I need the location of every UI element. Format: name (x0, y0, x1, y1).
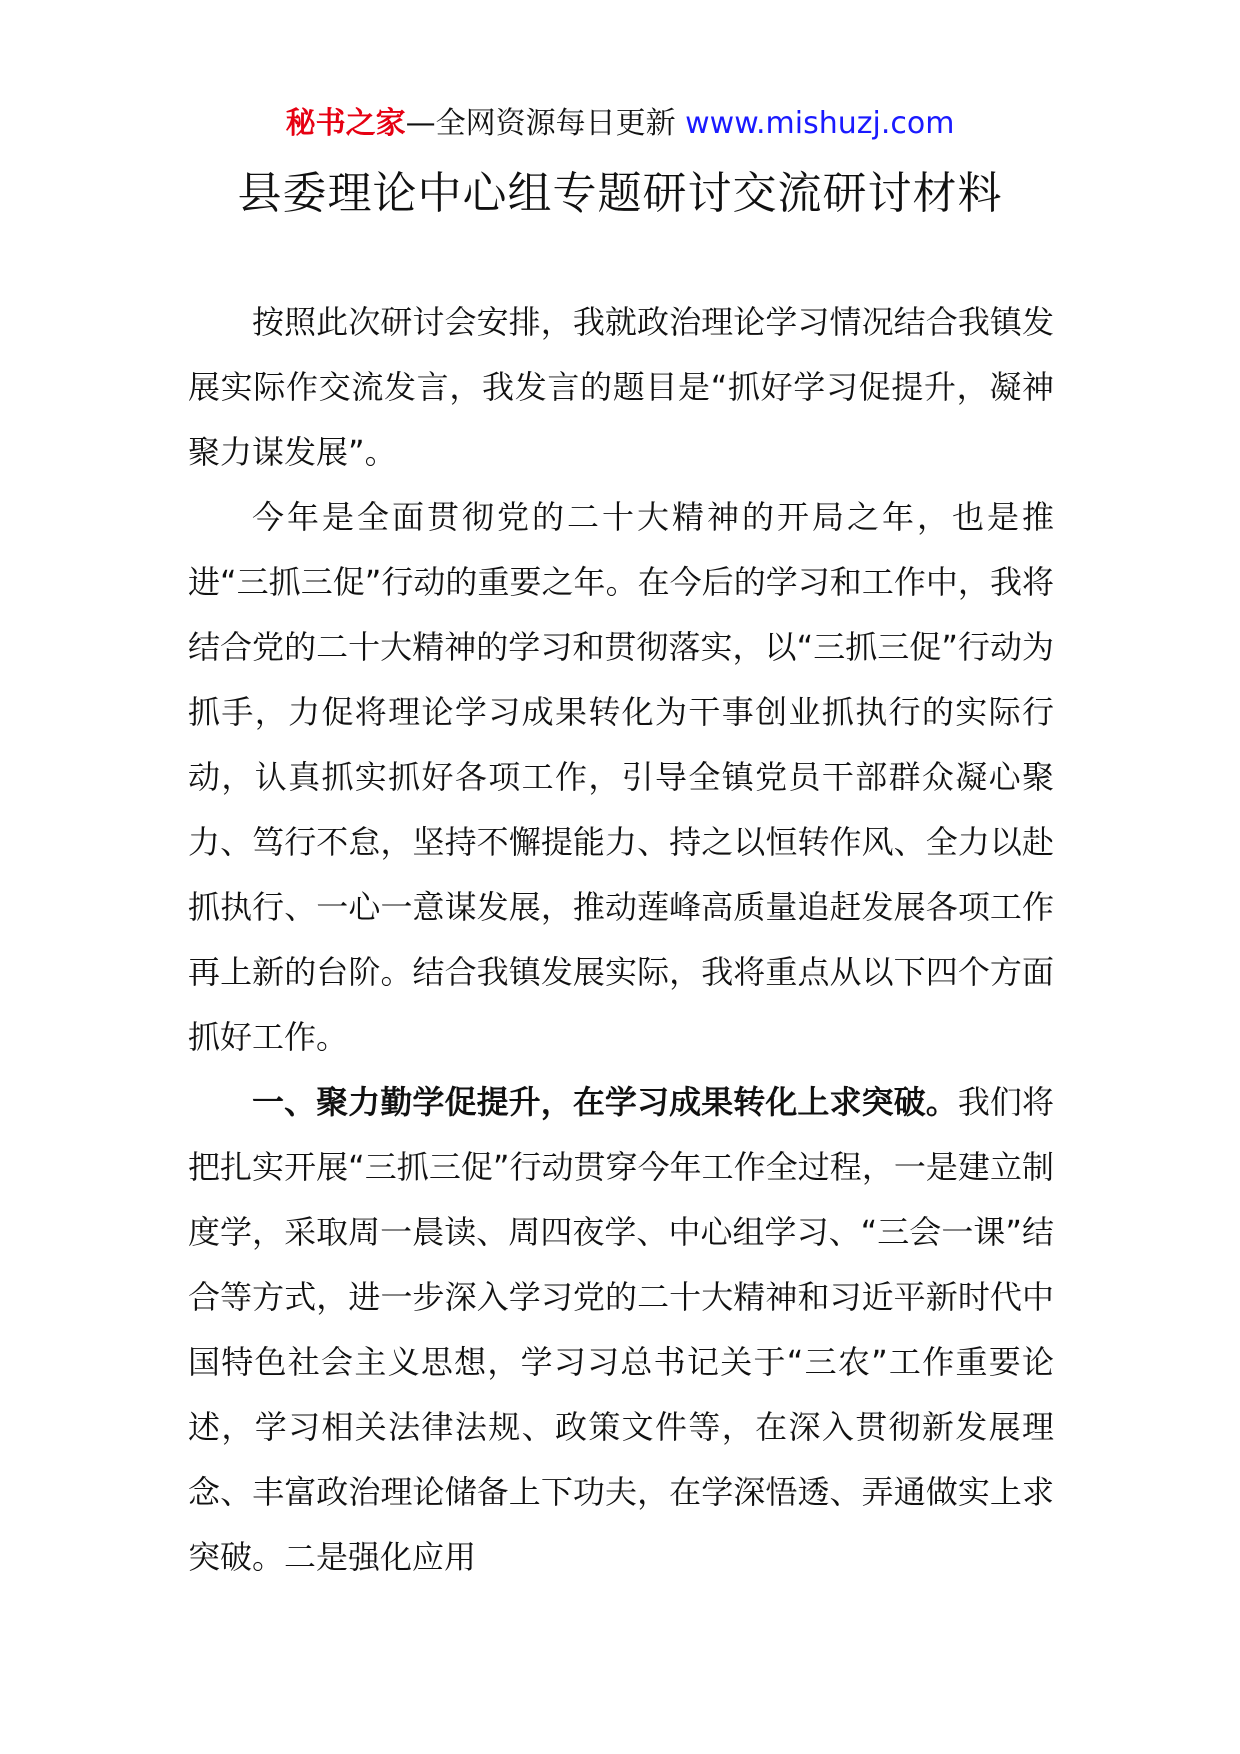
site-slogan: —全网资源每日更新 (405, 106, 686, 141)
site-header (0, 104, 1240, 144)
document-body (188, 290, 1054, 1590)
paragraph-1 (188, 290, 1054, 485)
section-heading-1: 一、聚力勤学促提升，在学习成果转化上求突破。 (252, 1083, 958, 1121)
paragraph-2-text: 今年是全面贯彻党的二十大精神的开局之年，也是推进“三抓三促”行动的重要之年。在今后的学习和工作中，我将结合党的二十大精神的学习和贯彻落实，以“三抓三促”行动为抓手，力促将理论学习成果转化为干事创业抓执行的实际行动，认真抓实抓好各项工作，引导全镇党员干部群众凝心聚力、笃行不怠，坚持不懈提能力、持之以恒转作风、全力以赴抓执行、一心一意谋发展，推动莲峰高质量追赶发展各项工作再上新的台阶。结合我镇发展实际，我将重点从以下四个方面抓好工作。 (188, 498, 1054, 1056)
paragraph-2 (188, 485, 1054, 1070)
paragraph-3 (188, 1070, 1054, 1590)
document-title: 县委理论中心组专题研讨交流研讨材料 (237, 168, 1003, 219)
paragraph-1-text: 按照此次研讨会安排，我就政治理论学习情况结合我镇发展实际作交流发言，我发言的题目是“抓好学习促提升，凝神聚力谋发展”。 (188, 303, 1054, 471)
site-brand: 秘书之家 (285, 106, 406, 141)
paragraph-3-text: 我们将把扎实开展“三抓三促”行动贯穿今年工作全过程，一是建立制度学，采取周一晨读、周四夜学、中心组学习、“三会一课”结合等方式，进一步深入学习党的二十大精神和习近平新时代中国特色社会主义思想，学习习总书记关于“三农”工作重要论述，学习相关法律法规、政策文件等，在深入贯彻新发展理念、丰富政治理论储备上下功夫，在学深悟透、弄通做实上求突破。二是强化应用 (188, 1083, 1054, 1576)
site-url-link[interactable]: www.mishuzj.com (685, 106, 955, 141)
